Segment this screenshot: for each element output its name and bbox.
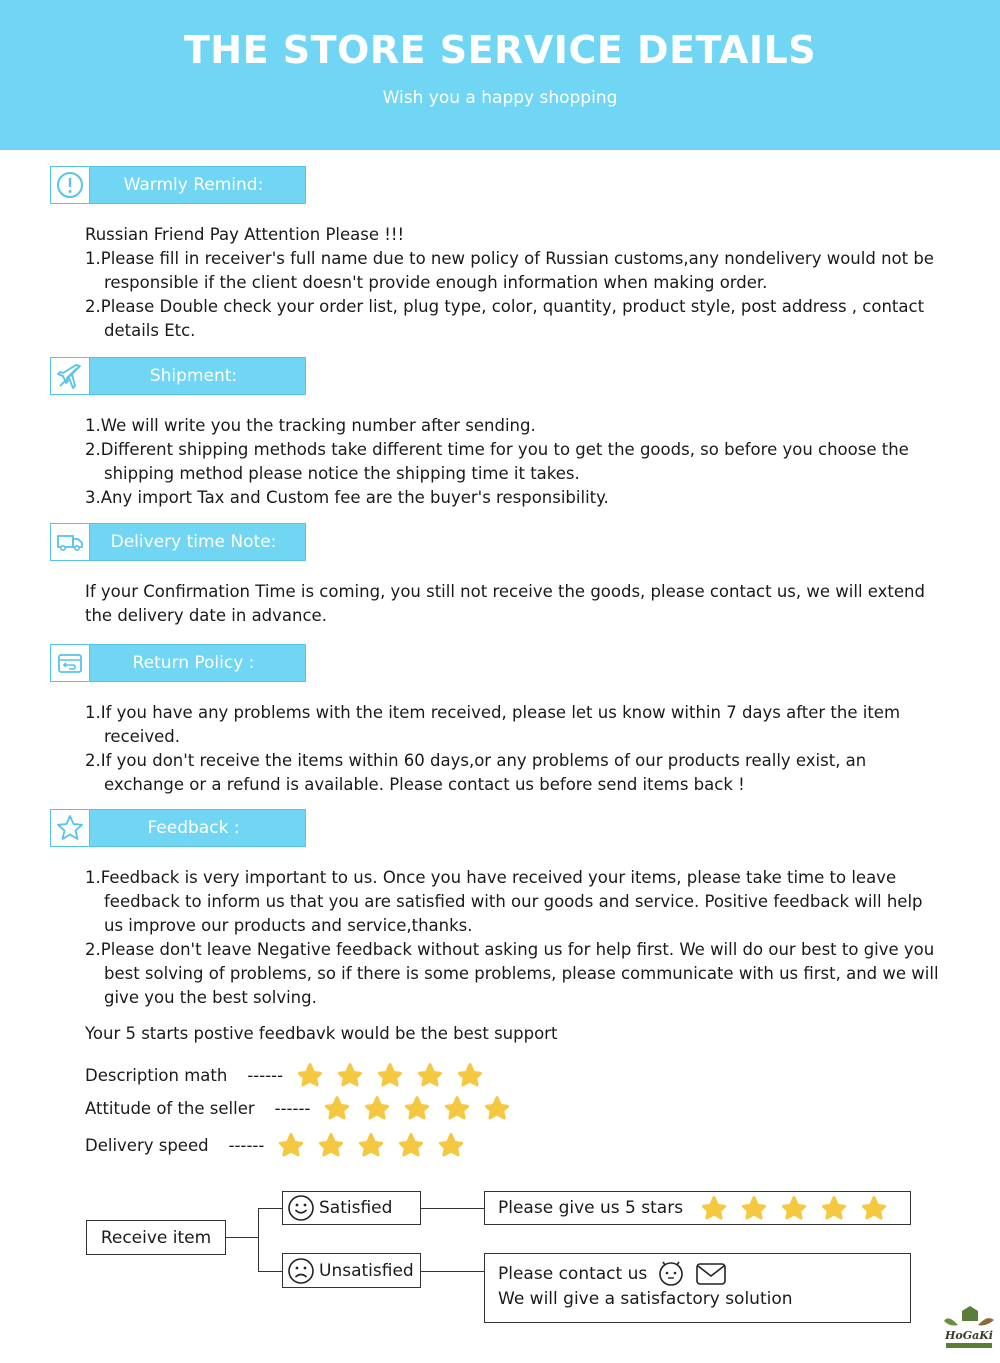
rating-dashes: ------ bbox=[247, 1065, 284, 1085]
unsatisfied-label: Unsatisfied bbox=[319, 1260, 414, 1281]
star-icon bbox=[440, 1093, 474, 1123]
feedback-body bbox=[85, 866, 945, 1010]
give-stars-box bbox=[484, 1191, 911, 1225]
feedback-support bbox=[85, 1022, 945, 1046]
rating-row bbox=[85, 1093, 520, 1123]
section-label-remind: Warmly Remind: bbox=[123, 175, 264, 195]
star-icon bbox=[857, 1193, 891, 1223]
delivery-text: If your Confirmation Time is coming, you still not receive the goods, please contact us, we will extend the delivery date in advance. bbox=[85, 582, 925, 625]
receive-item-box bbox=[86, 1220, 226, 1255]
star-icon bbox=[274, 1130, 308, 1160]
satisfied-box bbox=[282, 1191, 421, 1225]
star-icon bbox=[434, 1130, 468, 1160]
rating-stars bbox=[320, 1093, 520, 1123]
rating-dashes: ------ bbox=[228, 1135, 265, 1155]
shipment-item: 2.Different shipping methods take different time for you to get the goods, so before you choose the shipping method please notice the shipping time it takes. bbox=[85, 440, 909, 483]
connector bbox=[420, 1271, 484, 1272]
remind-item: 1.Please fill in receiver's full name due to new policy of Russian customs,any nondelivery would not be responsible if the client doesn't provide enough information when making order. bbox=[85, 249, 934, 292]
section-label-delivery: Delivery time Note: bbox=[110, 532, 277, 552]
connector bbox=[420, 1208, 484, 1209]
remind-item: 2.Please Double check your order list, plug type, color, quantity, product style, post address , contact details Etc. bbox=[85, 297, 925, 340]
page-header bbox=[0, 0, 1000, 150]
section-header-remind bbox=[50, 166, 306, 204]
rating-label: Description math bbox=[85, 1065, 228, 1085]
star-icon bbox=[697, 1193, 731, 1223]
section-header-delivery bbox=[50, 523, 306, 561]
return-item: 2.If you don't receive the items within 60 days,or any problems of our products really exist, an exchange or a refund is available. Please contact us before send items back ! bbox=[85, 751, 867, 794]
sad-face-icon bbox=[287, 1257, 315, 1285]
star-icon bbox=[394, 1130, 428, 1160]
connector bbox=[225, 1237, 259, 1238]
star-icon bbox=[333, 1060, 367, 1090]
give-stars-label: Please give us 5 stars bbox=[498, 1198, 684, 1218]
rating-stars bbox=[293, 1060, 493, 1090]
return-body bbox=[85, 701, 945, 797]
rating-row bbox=[85, 1130, 474, 1160]
star-icon bbox=[293, 1060, 327, 1090]
brand-logo bbox=[940, 1305, 998, 1355]
remind-body bbox=[85, 223, 945, 343]
shipment-item: 3.Any import Tax and Custom fee are the buyer's responsibility. bbox=[85, 488, 609, 507]
star-icon bbox=[453, 1060, 487, 1090]
feedback-item: 2.Please don't leave Negative feedback without asking us for help first. We will do our best to give you best solving of problems, so if there is some problems, please communicate with us first, and we will give you the best solving. bbox=[85, 940, 939, 1007]
contact-solution: We will give a satisfactory solution bbox=[498, 1289, 793, 1309]
rating-label: Attitude of the seller bbox=[85, 1098, 255, 1118]
mail-icon bbox=[695, 1262, 727, 1286]
section-header-shipment bbox=[50, 357, 306, 395]
rating-stars bbox=[274, 1130, 474, 1160]
star-icon bbox=[373, 1060, 407, 1090]
page-title: THE STORE SERVICE DETAILS bbox=[183, 28, 817, 72]
smile-face-icon bbox=[287, 1194, 315, 1222]
connector bbox=[258, 1208, 259, 1272]
section-header-feedback bbox=[50, 809, 306, 847]
star-icon bbox=[360, 1093, 394, 1123]
rating-label: Delivery speed bbox=[85, 1135, 209, 1155]
shipment-body bbox=[85, 414, 945, 510]
section-label-return: Return Policy : bbox=[132, 653, 255, 673]
shipment-item: 1.We will write you the tracking number after sending. bbox=[85, 416, 536, 435]
satisfied-label: Satisfied bbox=[319, 1198, 393, 1218]
unsatisfied-box bbox=[282, 1253, 421, 1288]
remind-intro: Russian Friend Pay Attention Please !!! bbox=[85, 225, 405, 244]
svg-text:HoGaKi: HoGaKi bbox=[945, 1329, 993, 1342]
star-icon bbox=[320, 1093, 354, 1123]
feedback-item: 1.Feedback is very important to us. Once you have received your items, please take time to leave feedback to inform us that you are satisfied with our goods and service. Positive feedback will help us improve our products and service,thanks. bbox=[85, 868, 923, 935]
return-box-icon bbox=[51, 645, 90, 681]
connector bbox=[258, 1208, 282, 1209]
star-outline-icon bbox=[51, 810, 90, 846]
rating-row bbox=[85, 1060, 493, 1090]
star-icon bbox=[777, 1193, 811, 1223]
star-icon bbox=[737, 1193, 771, 1223]
section-header-return bbox=[50, 644, 306, 682]
connector bbox=[258, 1271, 282, 1272]
contact-label: Please contact us bbox=[498, 1264, 648, 1284]
rating-dashes: ------ bbox=[274, 1098, 311, 1118]
star-icon bbox=[413, 1060, 447, 1090]
star-icon bbox=[817, 1193, 851, 1223]
star-icon bbox=[480, 1093, 514, 1123]
airplane-icon bbox=[51, 358, 90, 394]
return-item: 1.If you have any problems with the item received, please let us know within 7 days after the item received. bbox=[85, 703, 901, 746]
star-icon bbox=[354, 1130, 388, 1160]
alert-circle-icon bbox=[51, 167, 90, 203]
star-icon bbox=[400, 1093, 434, 1123]
section-label-feedback: Feedback : bbox=[147, 818, 240, 838]
truck-icon bbox=[51, 524, 90, 560]
section-label-shipment: Shipment: bbox=[149, 366, 238, 386]
contact-box bbox=[484, 1253, 911, 1323]
star-icon bbox=[314, 1130, 348, 1160]
receive-item-label: Receive item bbox=[100, 1227, 212, 1248]
delivery-body bbox=[85, 580, 945, 628]
page-subtitle: Wish you a happy shopping bbox=[382, 88, 618, 108]
feedback-support-text: Your 5 starts postive feedbavk would be the best support bbox=[85, 1024, 558, 1043]
give-stars-rating bbox=[697, 1193, 897, 1223]
chat-face-icon bbox=[657, 1261, 685, 1287]
